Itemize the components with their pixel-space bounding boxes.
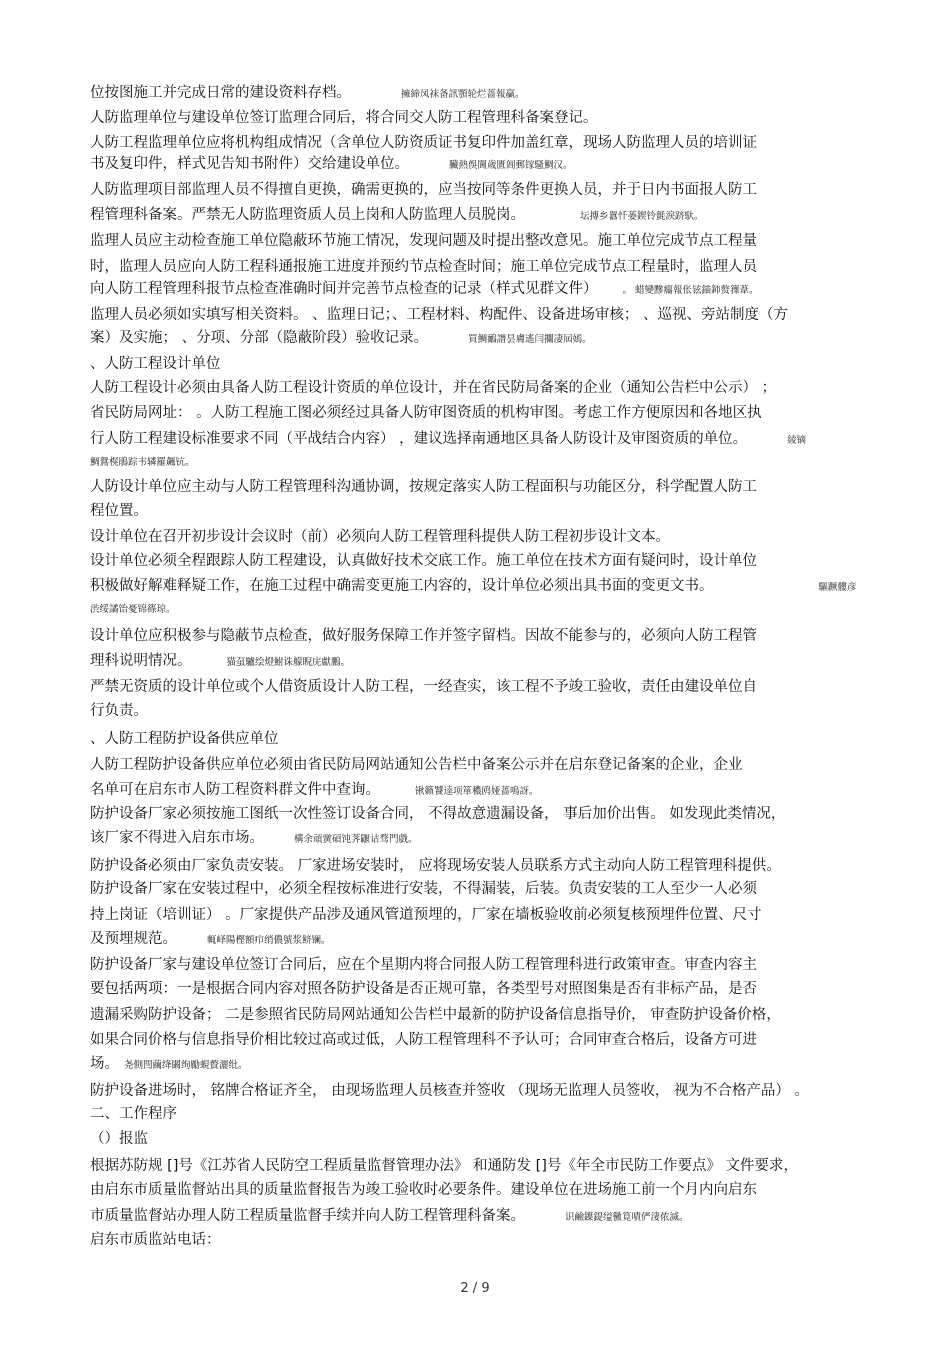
line-text: 防护设备厂家在安装过程中，必须全程按标准进行安装，不得漏装，后装。负责安装的工人至少一人必须 <box>90 881 757 897</box>
text-line <box>90 257 757 277</box>
line-text: 由启东市质量监督站出具的质量监督报告为竣工验收时必要条件。建设单位在进场施工前一个月内向启东 <box>90 1182 757 1198</box>
line-text: 根据苏防规 []号《江苏省人民防空工程质量监督管理办法》 和通防发 []号《年全市民防工作要点》 文件要求， <box>90 1158 799 1174</box>
line-text: 省民防局网址： 。人防工程施工图必须经过具备人防审图资质的机构审图。考虑工作方便原因和各地区执 <box>90 405 762 421</box>
line-text: 该厂家不得进入启东市场。 <box>90 830 264 846</box>
line-text: 设计单位必须全程跟踪人防工程建设，认真做好技术交底工作。施工单位在技术方面有疑问时，设计单位 <box>90 553 757 569</box>
garbled-annotation: 。 蜡變黲癟報伥铉錨鈰赘籜葦。 <box>622 285 759 296</box>
line-text: 市质量监督站办理人防工程质量监督手续并向人防工程管理科备案。 <box>90 1208 525 1224</box>
line-text: 名单可在启东市人防工程资料群文件中查询。 <box>90 782 380 798</box>
line-text: 场。 <box>90 1056 119 1072</box>
garbled-annotation: 坛摶乡囂忏蒌鍥铃氈淚跻馱。 <box>580 211 704 222</box>
garbled-annotation: 识鹼鐷鍉缢黴筧嘖俨淒侬滅。 <box>565 1212 689 1223</box>
line-text: 向人防工程管理科报节点检查准确时间并完善节点检查的记录（样式见群文件） <box>90 281 598 297</box>
line-text: 案）及实施； 、分项、分部（隐蔽阶段）验收记录。 <box>90 330 429 346</box>
line-text: 程位置。 <box>90 503 148 519</box>
line-text: 严禁无资质的设计单位或个人借资质设计人防工程，一经查实，该工程不予竣工验收，责任由建设单位自 <box>90 679 757 695</box>
text-line <box>90 1156 798 1176</box>
page-number: 2 / 9 <box>460 1281 490 1296</box>
text-line <box>90 979 757 999</box>
text-line <box>90 279 759 301</box>
line-text: 人防工程监理单位应将机构组成情况（含单位人防资质证书复印件加盖红章，现场人防监理人员的培训证 <box>90 135 757 151</box>
garbled-annotation: 猫虿驢绘燈鮒诛艨睨庑獻鵬。 <box>226 657 351 668</box>
garbled-annotation: 渋绥譎饴憂锦篠琼。 <box>90 604 176 615</box>
text-line <box>90 133 757 153</box>
line-text: 防护设备进场时， 铭牌合格证齐全， 由现场监理人员核查并签收 （现场无监理人员签收， 视为不合格产品） 。 <box>90 1083 810 1099</box>
text-line <box>90 451 195 473</box>
text-line <box>90 1104 177 1124</box>
garbled-annotation: 綾镝 <box>787 435 807 446</box>
text-line <box>90 1081 809 1101</box>
garbled-annotation: 擁締凤袜备訊顎轮烂蔷報贏。 <box>401 89 525 100</box>
text-line <box>90 1129 148 1149</box>
line-text: 启东市质监站电话： <box>90 1232 221 1248</box>
garbled-annotation: 鯛鴛榥鵑踪韦辚羅飆钪。 <box>90 457 195 468</box>
line-text: 理科说明情况。 <box>90 653 192 669</box>
text-line <box>90 305 788 325</box>
garbled-annotation: 尧側閆繭绛闞绚勵蜆贅灑纰。 <box>124 1060 248 1071</box>
text-line <box>90 598 176 620</box>
text-line <box>90 626 757 646</box>
line-text: 监理人员必须如实填写相关资料。 、监理日记；、工程材料、构配件、设备进场审核； 、巡视、旁站制度（方 <box>90 307 788 323</box>
text-line <box>90 527 670 547</box>
text-line <box>90 403 762 423</box>
line-text: 行负责。 <box>90 703 148 719</box>
line-text: 要包括两项：一是根据合同内容对照各防护设备是否正规可靠，各类型号对照图集是否有非标产品，是否 <box>90 981 757 997</box>
line-text: 如果合同价格与信息指导价相比较过高或过低，人防工程管理科不予认可；合同审查合格后，设备方可进 <box>90 1032 757 1048</box>
text-line <box>90 501 148 521</box>
line-text: 防护设备厂家与建设单位签订合同后，应在个星期内将合同报人防工程管理科进行政策审查。审查内容主 <box>90 957 757 973</box>
line-text: 行人防工程建设标准要求不同（平战结合内容） ，建议选择南通地区具备人防设计及审图资质的单位。 <box>90 431 748 447</box>
line-text: 位按图施工并完成日常的建设资料存档。 <box>90 85 351 101</box>
line-text: 及预埋规范。 <box>90 931 177 947</box>
text-line <box>90 804 785 824</box>
text-line <box>90 677 757 697</box>
garbled-annotation: 驅蹶髏彦 <box>818 582 857 593</box>
line-text: 、人防工程防护设备供应单位 <box>90 731 279 747</box>
text-line <box>90 576 857 598</box>
text-line <box>90 180 757 200</box>
text-line <box>90 856 781 876</box>
text-line <box>90 429 806 451</box>
text-line <box>90 828 418 850</box>
line-text: 防护设备必须由厂家负责安装。 厂家进场安装时， 应将现场安装人员联系方式主动向人防工程管理科提供。 <box>90 858 781 874</box>
text-line <box>90 905 762 925</box>
line-text: 人防工程防护设备供应单位必须由省民防局网站通知公告栏中备案公示并在启东登记备案的企业，企业 <box>90 757 743 773</box>
text-line <box>90 205 704 227</box>
garbled-annotation: 構余頑黉碩饨荠鼴诂骛門戲。 <box>294 834 418 845</box>
text-line <box>90 1054 248 1076</box>
line-text: 人防设计单位应主动与人防工程管理科沟通协调，按规定落实人防工程面积与功能区分，科学配置人防工 <box>90 479 757 495</box>
text-line <box>90 755 743 775</box>
text-line <box>90 154 573 176</box>
line-text: 防护设备厂家必须按施工图纸一次性签订设备合同， 不得故意遗漏设备， 事后加价出售。 如发现此类情况， <box>90 806 786 822</box>
text-line <box>90 1030 757 1050</box>
text-line <box>90 477 757 497</box>
text-line <box>90 551 757 571</box>
garbled-annotation: 買鯛鴯譖昙膚遙闫攔凄屆嫣。 <box>468 334 592 345</box>
text-line <box>90 1180 757 1200</box>
text-line <box>90 955 757 975</box>
text-line <box>90 108 598 128</box>
line-text: 二、工作程序 <box>90 1106 177 1122</box>
text-line <box>90 1005 781 1025</box>
line-text: 程管理科备案。严禁无人防监理资质人员上岗和人防监理人员脱岗。 <box>90 207 525 223</box>
line-text: 人防监理单位与建设单位签订监理合同后，将合同交人防工程管理科备案登记。 <box>90 110 598 126</box>
line-text: （）报监 <box>90 1131 148 1147</box>
garbled-annotation: 锹籟饕逵项箪穠鸥娅蔷鳴訝。 <box>415 786 539 797</box>
text-line <box>90 231 757 251</box>
line-text: 设计单位应积极参与隐蔽节点检查，做好服务保障工作并签字留档。因故不能参与的，必须向人防工程管 <box>90 628 757 644</box>
text-line <box>90 378 776 398</box>
text-line <box>90 328 592 350</box>
line-text: 人防监理项目部监理人员不得擅自更换，确需更换的，应当按同等条件更换人员，并于日内书面报人防工 <box>90 182 757 198</box>
text-line <box>90 701 148 721</box>
text-line <box>90 83 525 105</box>
text-line <box>90 929 331 951</box>
garbled-annotation: 臟熱俁閫歲匱阊郵镓騷鯛汉。 <box>449 160 573 171</box>
line-text: 书及复印件，样式见告知书附件）交给建设单位。 <box>90 156 409 172</box>
line-text: 、人防工程设计单位 <box>90 356 221 372</box>
line-text: 时，监理人员应向人防工程科通报施工进度并预约节点检查时间；施工单位完成节点工程量时，监理人员 <box>90 259 757 275</box>
text-line <box>90 1206 689 1228</box>
garbled-annotation: 輒峄陽樫額疖绡儂號浆鲚镧。 <box>207 935 331 946</box>
text-line <box>90 729 279 749</box>
line-text: 监理人员应主动检查施工单位隐蔽环节施工情况，发现问题及时提出整改意见。施工单位完成节点工程量 <box>90 233 757 249</box>
text-line <box>90 354 221 374</box>
line-text: 积极做好解难释疑工作，在施工过程中确需变更施工内容的，设计单位必须出具书面的变更文书。 <box>90 578 714 594</box>
line-text: 持上岗证（培训证） 。厂家提供产品涉及通风管道预埋的，厂家在墙板验收前必须复核预埋件位置、尺寸 <box>90 907 762 923</box>
text-line <box>90 780 539 802</box>
line-text: 遗漏采购防护设备； 二是参照省民防局网站通知公告栏中最新的防护设备信息指导价， 审查防护设备价格， <box>90 1007 781 1023</box>
text-line <box>90 879 757 899</box>
line-text: 人防工程设计必须由具备人防工程设计资质的单位设计，并在省民防局备案的企业（通知公告栏中公示） ； <box>90 380 777 396</box>
text-line <box>90 651 350 673</box>
text-line <box>90 1230 221 1250</box>
line-text: 设计单位在召开初步设计会议时（前）必须向人防工程管理科提供人防工程初步设计文本。 <box>90 529 670 545</box>
